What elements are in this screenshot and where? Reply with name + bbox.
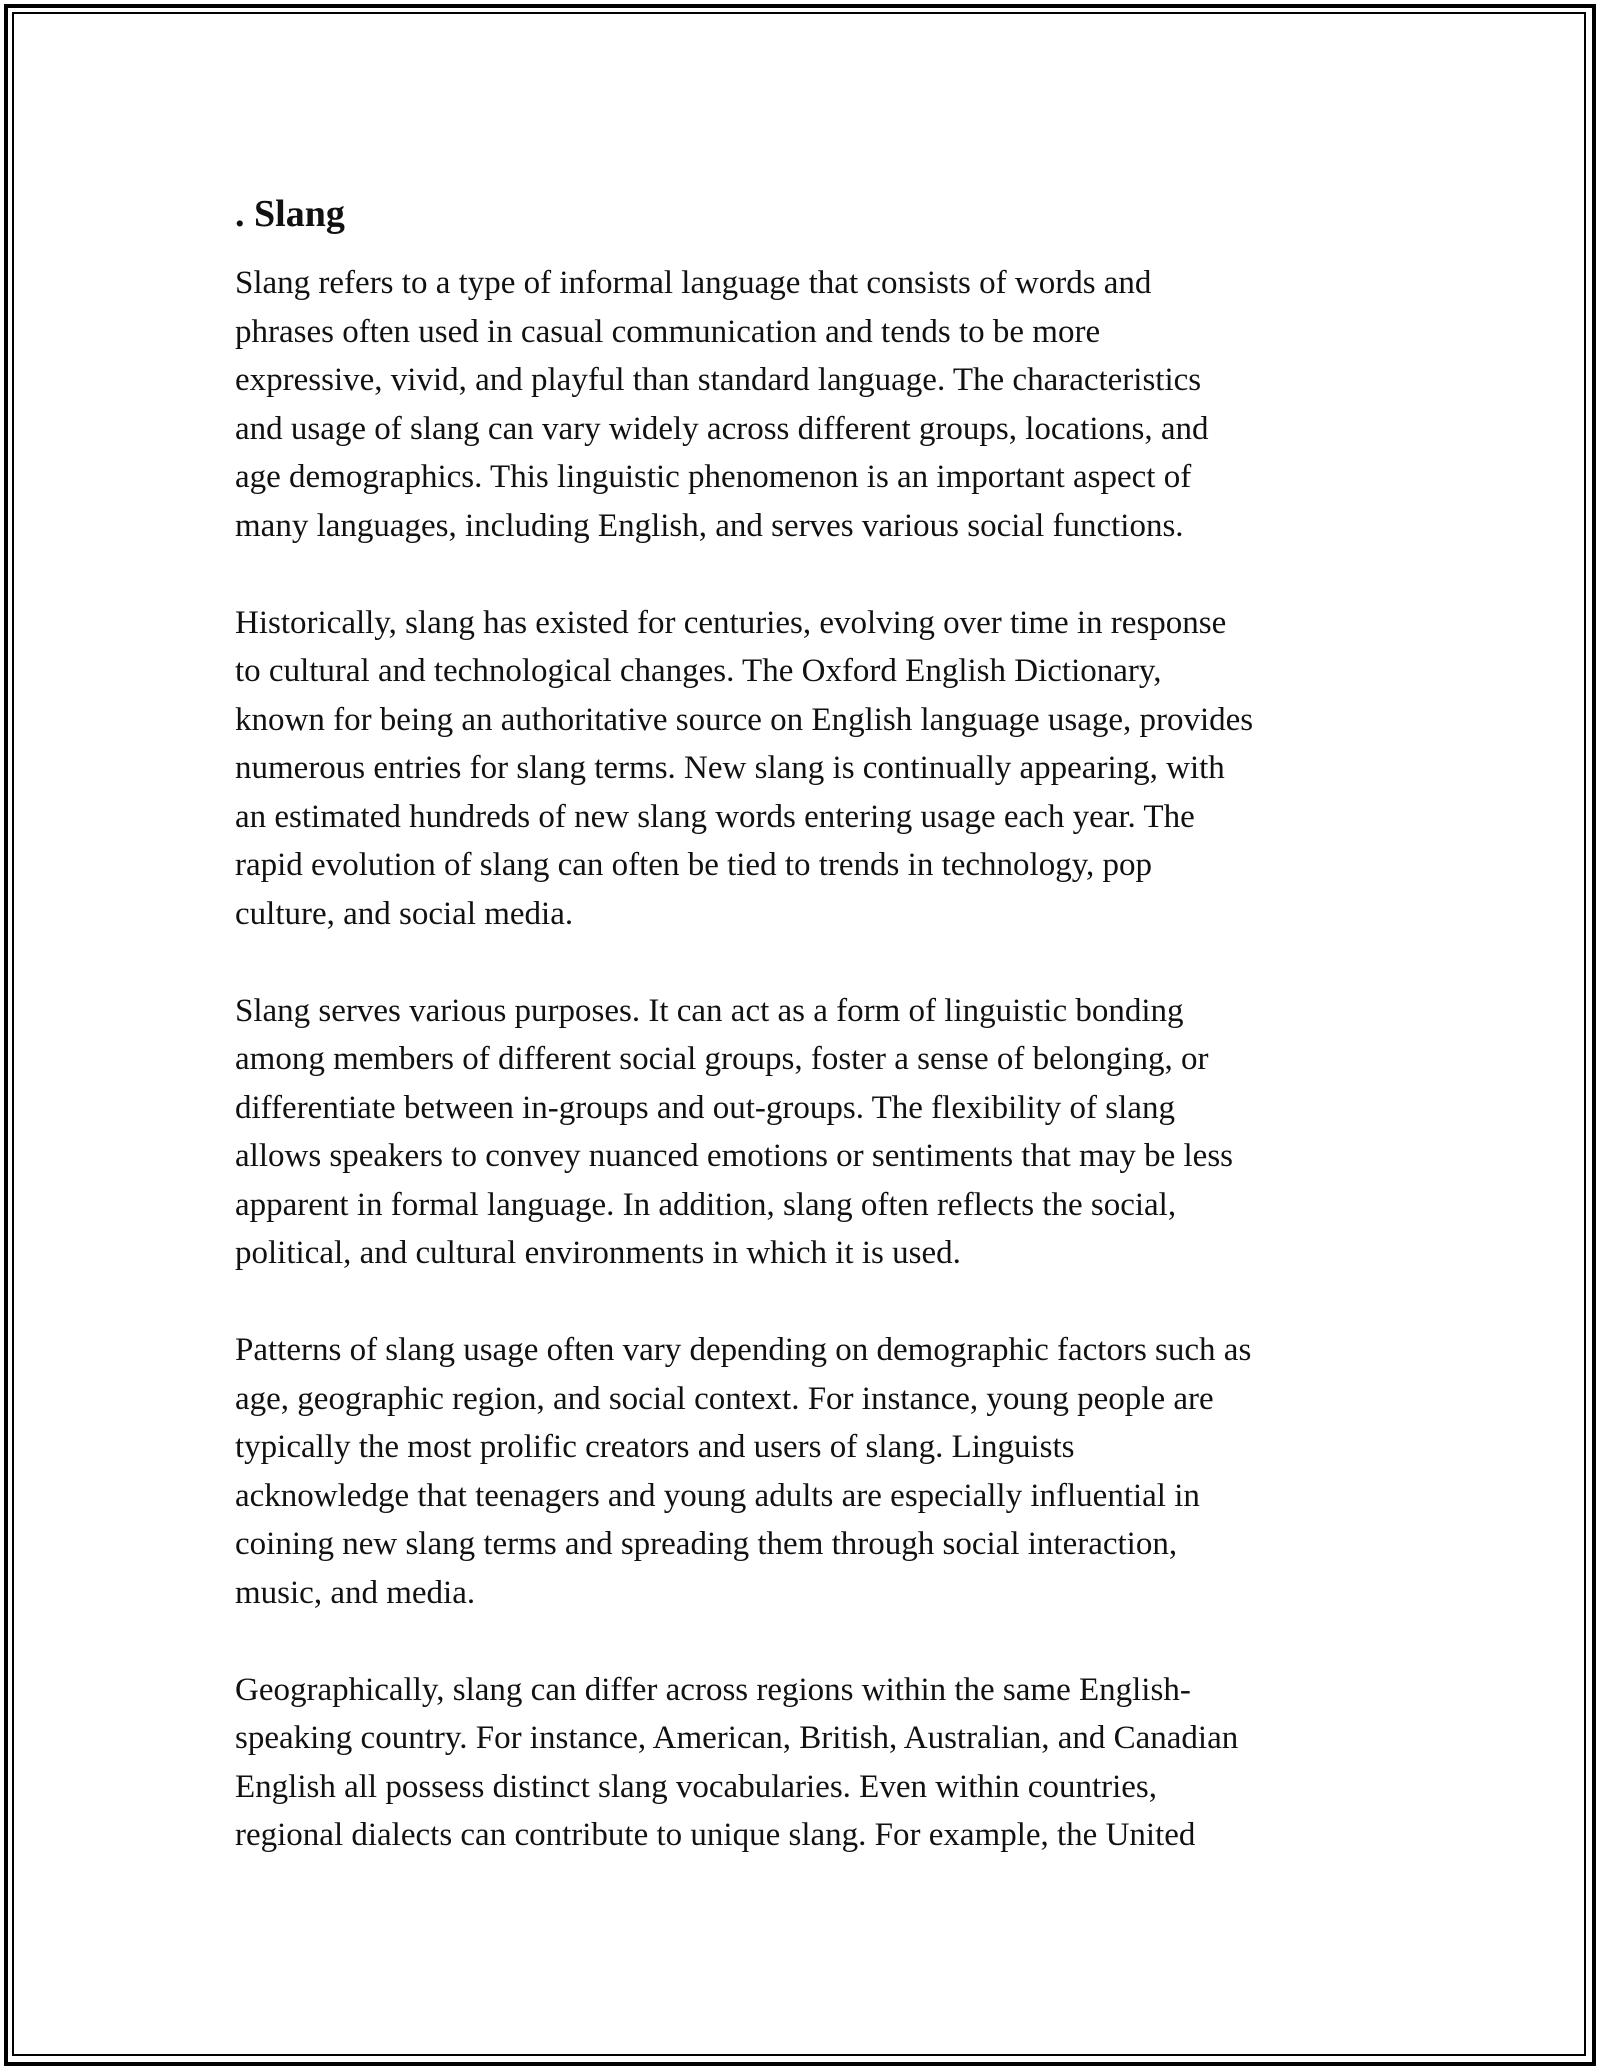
text-line: numerous entries for slang terms. New slang is continually appearing, with bbox=[235, 750, 1225, 786]
text-line: Slang serves various purposes. It can act as a form of linguistic bonding bbox=[235, 992, 1184, 1029]
text-line: typically the most prolific creators and users of slang. Linguists bbox=[235, 1429, 1075, 1465]
text-line: rapid evolution of slang can often be tied to trends in technology, pop bbox=[235, 847, 1153, 883]
text-line: many languages, including English, and serves various social functions. bbox=[235, 507, 1184, 544]
paragraph-5 bbox=[235, 1666, 1375, 1860]
section-heading: . Slang bbox=[235, 193, 345, 235]
paragraph-3 bbox=[235, 987, 1375, 1278]
paragraph-4 bbox=[235, 1326, 1375, 1617]
text-line: and usage of slang can vary widely across different groups, locations, and bbox=[235, 410, 1209, 447]
text-line: music, and media. bbox=[235, 1574, 476, 1611]
text-line: among members of different social groups, foster a sense of belonging, or bbox=[235, 1041, 1209, 1077]
text-line: to cultural and technological changes. The Oxford English Dictionary, bbox=[235, 653, 1162, 689]
text-line: known for being an authoritative source on English language usage, provides bbox=[235, 701, 1254, 738]
text-line: culture, and social media. bbox=[235, 895, 574, 932]
text-line: differentiate between in-groups and out-groups. The flexibility of slang bbox=[235, 1089, 1175, 1126]
document-body bbox=[235, 190, 1375, 1860]
text-line: political, and cultural environments in which it is used. bbox=[235, 1235, 961, 1271]
text-line: an estimated hundreds of new slang words entering usage each year. The bbox=[235, 798, 1195, 835]
text-line: Patterns of slang usage often vary depending on demographic factors such as bbox=[235, 1332, 1252, 1368]
text-line: speaking country. For instance, American, British, Australian, and Canadian bbox=[235, 1720, 1239, 1756]
text-line: phrases often used in casual communication and tends to be more bbox=[235, 313, 1101, 350]
text-line: coining new slang terms and spreading them through social interaction, bbox=[235, 1526, 1178, 1562]
text-line: allows speakers to convey nuanced emotions or sentiments that may be less bbox=[235, 1138, 1234, 1174]
text-line: age, geographic region, and social context. For instance, young people are bbox=[235, 1380, 1214, 1417]
text-line: age demographics. This linguistic phenomenon is an important aspect of bbox=[235, 459, 1192, 495]
text-line: expressive, vivid, and playful than standard language. The characteristics bbox=[235, 362, 1202, 398]
text-line: Slang refers to a type of informal language that consists of words and bbox=[235, 265, 1152, 301]
paragraph-1 bbox=[235, 259, 1375, 550]
text-line: acknowledge that teenagers and young adults are especially influential in bbox=[235, 1477, 1200, 1514]
paragraph-2 bbox=[235, 599, 1375, 939]
text-line: apparent in formal language. In addition, slang often reflects the social, bbox=[235, 1186, 1177, 1223]
text-line: Geographically, slang can differ across regions within the same English- bbox=[235, 1671, 1191, 1708]
text-line: English all possess distinct slang vocabularies. Even within countries, bbox=[235, 1768, 1158, 1805]
text-line: Historically, slang has existed for centuries, evolving over time in response bbox=[235, 604, 1227, 641]
text-line: regional dialects can contribute to unique slang. For example, the United bbox=[235, 1817, 1196, 1853]
